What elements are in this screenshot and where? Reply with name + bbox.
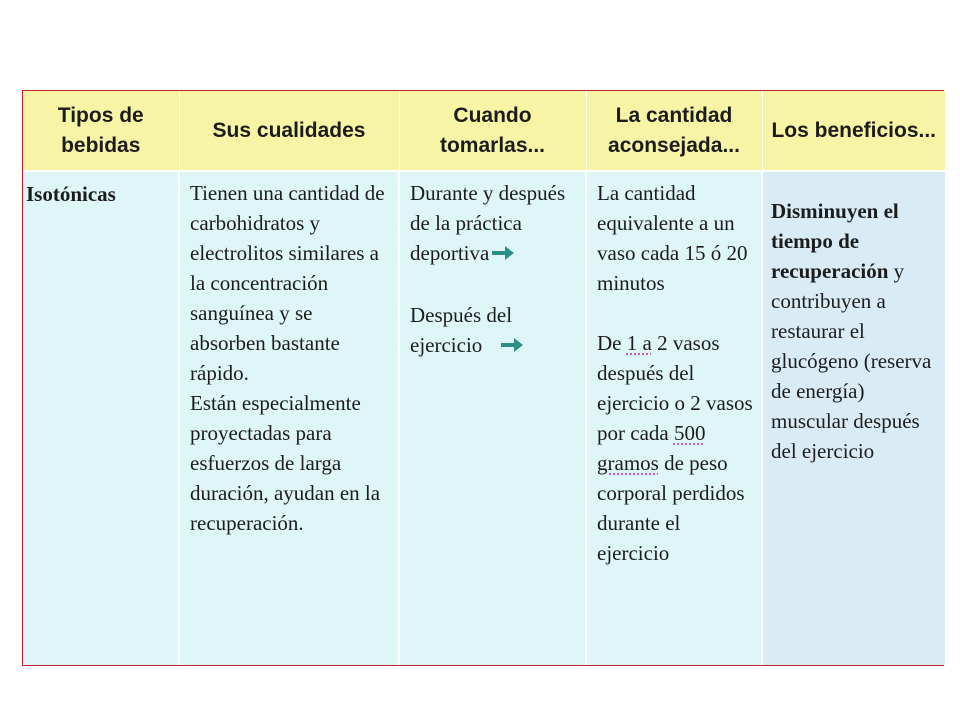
when-item-1	[410, 178, 577, 270]
benefits-highlight: Disminuyen el tiempo de recuperación	[771, 199, 899, 283]
when-item-2-text: Después del ejercicio	[410, 303, 513, 358]
amount-paragraph-1: La cantidad equivalente a un vaso cada 15 ó 20 minutos	[597, 181, 748, 295]
drinks-table	[22, 90, 944, 666]
amount-text: 2 vasos después del ejercicio o 2 vasos por cada	[597, 331, 753, 445]
header-drink-types: Tipos de bebidas	[23, 91, 179, 171]
table-header-row	[23, 91, 945, 171]
table-row	[23, 171, 945, 665]
header-when: Cuando tomarlas...	[399, 91, 586, 171]
qualities-paragraph-1: Tienen una cantidad de carbohidratos y electrolitos similares a la concentración sanguínea y se absorben bastante rápido.	[190, 181, 385, 385]
when-item-1-text: Durante y después de la práctica deportiva	[410, 181, 566, 265]
amount-text: De	[597, 331, 627, 355]
amount-text-underlined: 500 gramos	[597, 421, 706, 475]
header-qualities: Sus cualidades	[179, 91, 399, 171]
header-amount: La cantidad aconsejada...	[586, 91, 762, 171]
qualities-paragraph-2: Están especialmente proyectadas para esfuerzos de larga duración, ayudan en la recuperación.	[190, 391, 381, 535]
arrow-right-icon	[500, 332, 524, 362]
arrow-right-icon	[491, 240, 515, 270]
drinks-table-grid	[23, 91, 945, 665]
spacer	[597, 298, 753, 328]
cell-drink-type: Isotónicas	[23, 171, 179, 665]
amount-text-underlined: 1 a	[626, 331, 652, 355]
amount-text: de peso corporal perdidos durante el ejercicio	[597, 451, 745, 565]
header-benefits: Los beneficios...	[762, 91, 945, 171]
amount-paragraph-2	[597, 328, 753, 568]
when-item-2	[410, 300, 577, 362]
spacer	[410, 270, 577, 300]
benefits-rest: y contribuyen a restaurar el glucógeno (reserva de energía) muscular después del ejercicio	[771, 259, 932, 463]
cell-amount	[586, 171, 762, 665]
cell-qualities	[179, 171, 399, 665]
cell-when	[399, 171, 586, 665]
cell-benefits	[762, 171, 945, 665]
